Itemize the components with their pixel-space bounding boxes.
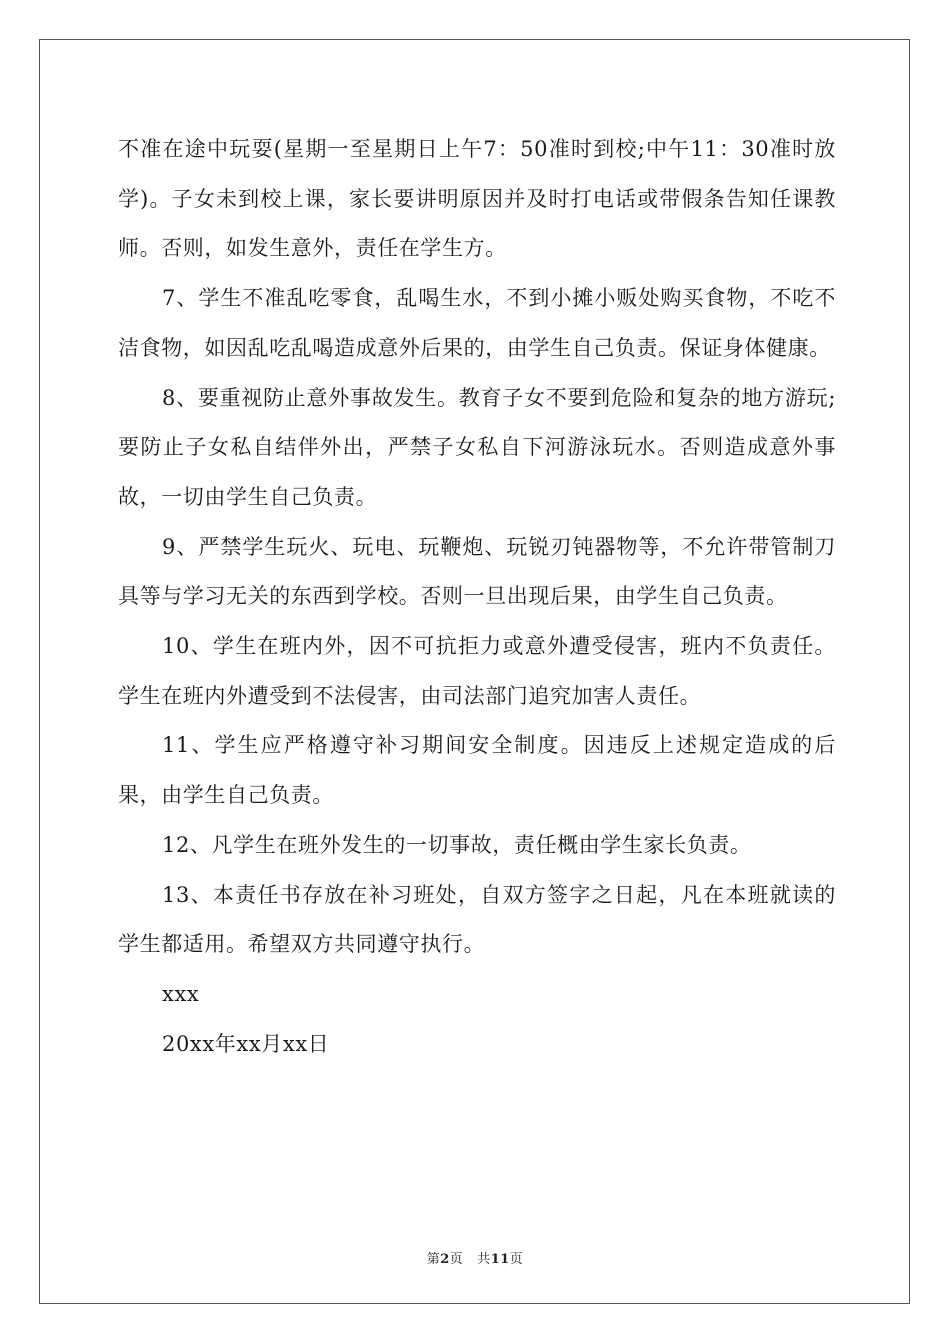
paragraph-item-9: 9、严禁学生玩火、玩电、玩鞭炮、玩锐刃钝器物等，不允许带管制刀具等与学习无关的东西到学校。否则一旦出现后果，由学生自己负责。	[118, 534, 836, 609]
paragraph-item-11: 11、学生应严格遵守补习期间安全制度。因违反上述规定造成的后果，由学生自己负责。	[118, 733, 836, 808]
paragraph-continuation: 不准在途中玩耍(星期一至星期日上午7：50准时到校;中午11：30准时放学)。子女未到校上课，家长要讲明原因并及时打电话或带假条告知任课教师。否则，如发生意外，责任在学生方。	[118, 137, 836, 261]
paragraph-item-12: 12、凡学生在班外发生的一切事故，责任概由学生家长负责。	[162, 832, 752, 857]
page-footer	[0, 1248, 950, 1267]
paragraph-item-7: 7、学生不准乱吃零食，乱喝生水，不到小摊小贩处购买食物，不吃不洁食物，如因乱吃乱喝造成意外后果的，由学生自己负责。保证身体健康。	[118, 286, 836, 360]
page-suffix: 页	[449, 1252, 464, 1267]
paragraph-item-8: 8、要重视防止意外事故发生。教育子女不要到危险和复杂的地方游玩;要防止子女私自结伴外出，严禁子女私自下河游泳玩水。否则造成意外事故，一切由学生自己负责。	[118, 385, 836, 509]
signature-name: xxx	[162, 981, 200, 1006]
signature-date: 20xx年xx月xx日	[162, 1031, 330, 1056]
total-prefix: 共	[477, 1252, 491, 1267]
document-body	[118, 125, 836, 1069]
paragraph-item-10: 10、学生在班内外，因不可抗拒力或意外遭受侵害，班内不负责任。学生在班内外遭受到不法侵害，由司法部门追究加害人责任。	[118, 634, 836, 708]
paragraph-item-13: 13、本责任书存放在补习班处，自双方签字之日起，凡在本班就读的学生都适用。希望双方共同遵守执行。	[118, 882, 836, 957]
page-prefix: 第	[426, 1252, 441, 1267]
total-suffix: 页	[509, 1252, 524, 1267]
page-current: 2	[440, 1252, 450, 1267]
page-total: 11	[490, 1252, 510, 1267]
